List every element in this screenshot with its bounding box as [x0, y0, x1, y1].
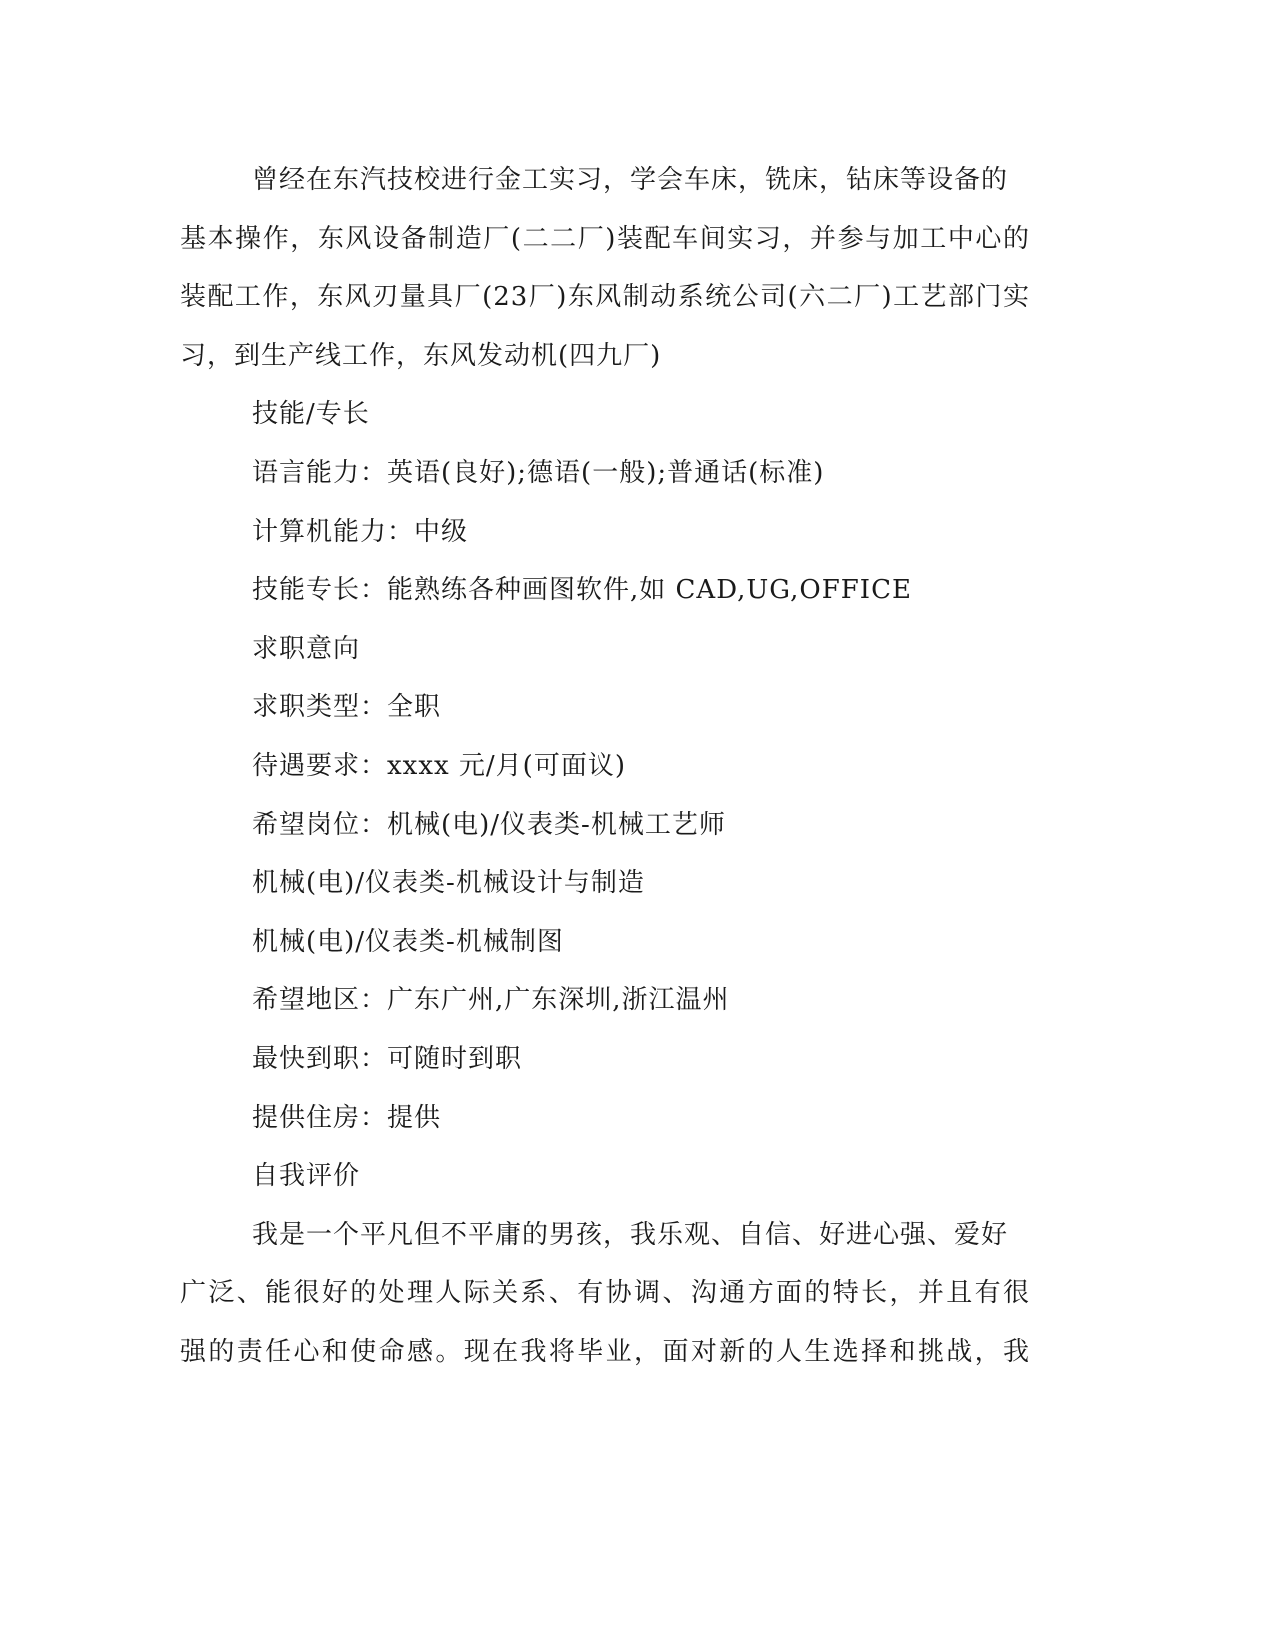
desired-position-3: 机械(电)/仪表类-机械制图: [252, 926, 564, 957]
self-evaluation-line-3: 强的责任心和使命感。现在我将毕业，面对新的人生选择和挑战，我: [180, 1336, 1030, 1367]
language-ability: 语言能力：英语(良好);德语(一般);普通话(标准): [252, 457, 825, 488]
document-page: [180, 151, 1030, 1381]
internship-line-3: 装配工作，东风刃量具厂(23厂)东风制动系统公司(六二厂)工艺部门实: [180, 282, 1030, 313]
job-intention-heading: 求职意向: [252, 633, 361, 664]
desired-position-1: 希望岗位：机械(电)/仪表类-机械工艺师: [252, 809, 726, 840]
computer-ability: 计算机能力：中级: [252, 516, 469, 547]
self-evaluation-heading: 自我评价: [252, 1161, 361, 1192]
self-evaluation-line-2: 广泛、能很好的处理人际关系、有协调、沟通方面的特长，并且有很: [180, 1278, 1030, 1309]
internship-line-2: 基本操作，东风设备制造厂(二二厂)装配车间实习，并参与加工中心的: [180, 223, 1030, 254]
housing-provided: 提供住房：提供: [252, 1102, 442, 1133]
desired-position-2: 机械(电)/仪表类-机械设计与制造: [252, 868, 645, 899]
internship-line-1: 曾经在东汽技校进行金工实习，学会车床，铣床，钻床等设备的: [252, 165, 1009, 195]
skill-specialty: 技能专长：能熟练各种画图软件,如 CAD,UG,OFFICE: [252, 575, 912, 606]
earliest-start: 最快到职：可随时到职: [252, 1043, 523, 1074]
job-type: 求职类型：全职: [252, 692, 442, 723]
internship-line-4: 习，到生产线工作，东风发动机(四九厂): [180, 340, 662, 371]
skills-heading: 技能/专长: [252, 399, 370, 430]
salary-requirement: 待遇要求：xxxx 元/月(可面议): [252, 750, 626, 781]
self-evaluation-line-1: 我是一个平凡但不平庸的男孩，我乐观、自信、好进心强、爱好: [252, 1219, 1009, 1250]
desired-region: 希望地区：广东广州,广东深圳,浙江温州: [252, 985, 730, 1016]
